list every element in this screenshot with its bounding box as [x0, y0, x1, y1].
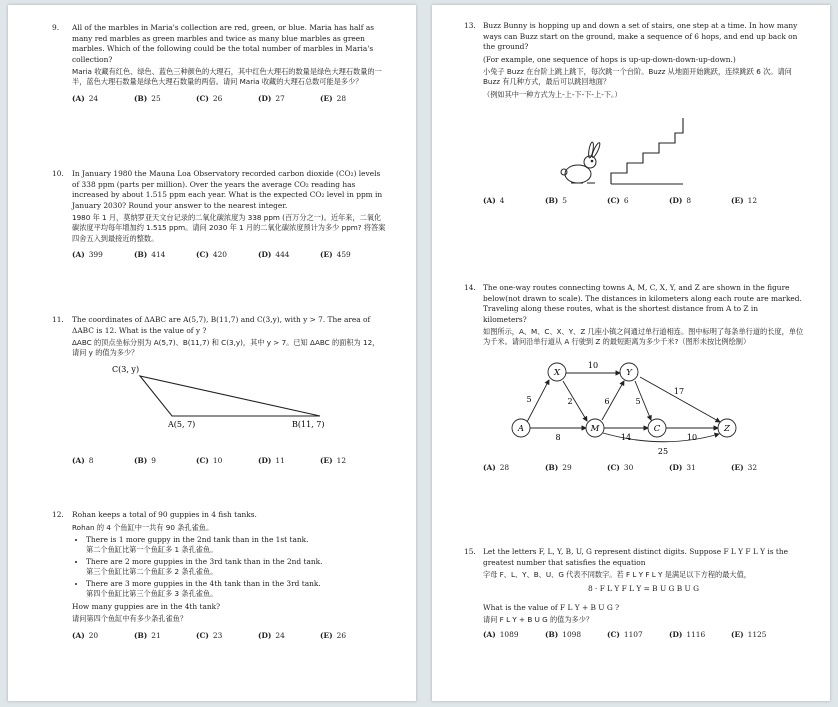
- answer-choices: [72, 250, 386, 261]
- choice-a[interactable]: (A) 20: [72, 630, 99, 640]
- answer-choices: [483, 630, 804, 641]
- choice-b[interactable]: (B) 29: [545, 462, 572, 472]
- choice-b[interactable]: (B) 21: [134, 630, 161, 640]
- choice-b[interactable]: (B) 5: [545, 195, 567, 205]
- question-text-en: All of the marbles in Maria's collection are red, green, or blue. Maria has half as many red marbles as green marbles and twice as many blue marbles as green marbles. Which of the following could be the total number of marbles in Maria's collection?: [72, 23, 375, 64]
- choice-b[interactable]: (B) 414: [134, 249, 166, 259]
- choice-a[interactable]: (A) 24: [72, 93, 99, 103]
- weight-a-m: 8: [555, 432, 561, 442]
- choice-d[interactable]: (D) 444: [258, 249, 290, 259]
- weight-c-z: 10: [686, 432, 698, 442]
- choice-b[interactable]: (B) 1098: [545, 629, 582, 639]
- choice-a[interactable]: (A) 8: [72, 456, 94, 466]
- choice-e[interactable]: (E) 12: [320, 456, 347, 466]
- question-12: [8, 510, 416, 641]
- choice-c[interactable]: (C) 10: [196, 456, 223, 466]
- example-text-zh: （例如其中一种方式为上-上-下-下-上-下。）: [483, 89, 622, 99]
- question-ask-zh: 请问第四个鱼缸中有多少条孔雀鱼？: [72, 614, 188, 624]
- stairs: [611, 118, 683, 184]
- answer-choices: [72, 94, 386, 105]
- choice-e[interactable]: (E) 26: [320, 630, 347, 640]
- choice-b[interactable]: (B) 25: [134, 93, 161, 103]
- question-text-zh: 小兔子 Buzz 在台阶上跳上跳下，每次跳一个台阶。Buzz 从地面开始跳跃，连续跳跃 6 次。请问 Buzz 有几种方式，最后可以跳回地面？: [483, 67, 792, 87]
- choice-c[interactable]: (C) 420: [196, 249, 227, 259]
- left-page: [8, 5, 416, 701]
- question-10: [8, 169, 416, 260]
- question-text-zh: 字母 F、L、Y、B、U、G 代表不同数字。若 F L Y F L Y 是满足以下方程的最大值，: [483, 570, 751, 580]
- choice-b[interactable]: (B) 9: [134, 456, 156, 466]
- question-text-zh: ΔABC 的顶点坐标分别为 A(5,7)、B(11,7) 和 C(3,y)，其中 y > 7。已知 ΔABC 的面积为 12，请问 y 的值为多少？: [72, 338, 380, 358]
- question-number: 12.: [52, 510, 64, 519]
- choice-a[interactable]: (A) 4: [483, 195, 505, 205]
- triangle-abc: [140, 376, 320, 416]
- answer-choices: [72, 456, 386, 467]
- choice-d[interactable]: (D) 11: [258, 456, 285, 466]
- question-ask-en: What is the value of F L Y + B U G ?: [483, 602, 620, 612]
- choice-d[interactable]: (D) 8: [669, 195, 692, 205]
- question-text-en: Let the letters F, L, Y, B, U, G represent distinct digits. Suppose F L Y F L Y is the greatest number that satisfies the equation: [483, 547, 788, 567]
- question-number: 9.: [52, 23, 60, 32]
- edge-y-z: [640, 377, 720, 422]
- choice-e[interactable]: (E) 12: [731, 195, 758, 205]
- question-13: [432, 21, 830, 206]
- choice-c[interactable]: (C) 30: [607, 462, 634, 472]
- weight-x-y: 10: [587, 360, 599, 370]
- question-11: [8, 315, 416, 467]
- question-number: 11.: [52, 315, 64, 324]
- choice-c[interactable]: (C) 23: [196, 630, 223, 640]
- choice-d[interactable]: (D) 31: [669, 462, 696, 472]
- choice-d[interactable]: (D) 24: [258, 630, 285, 640]
- svg-text:Y: Y: [626, 367, 632, 378]
- question-text-en: In January 1980 the Mauna Loa Observatory recorded carbon dioxide (CO₂) levels of 338 ppm (parts per million). Over the years the average CO₂ reading has increased by about 1.515 ppm each year. What is the expected CO₂ level in ppm in January 2030? Round your answer to the nearest integer.: [72, 169, 383, 210]
- question-text-en: The one-way routes connecting towns A, M, C, X, Y, and Z are shown in the figure below(not drawn to scale). The distances in kilometers along each route are marked. Traveling along these routes, what is the shortest distance from A to Z in kilometers?: [483, 283, 802, 324]
- triangle-figure: [72, 360, 372, 450]
- weight-y-z: 17: [673, 386, 685, 396]
- weight-x-m: 2: [567, 396, 573, 406]
- svg-text:M: M: [590, 423, 600, 434]
- svg-text:Z: Z: [724, 423, 730, 434]
- choice-e[interactable]: (E) 32: [731, 462, 758, 472]
- answer-choices: [72, 631, 386, 642]
- question-text-en: Buzz Bunny is hopping up and down a set of stairs, one step at a time. In how many ways can Buzz start on the ground, make a sequence of 6 hops, and end up back on the ground?: [483, 21, 798, 52]
- svg-text:X: X: [553, 367, 561, 378]
- rabbit-icon: [561, 141, 601, 182]
- weight-y-c: 5: [635, 396, 641, 406]
- question-text-en: Rohan keeps a total of 90 guppies in 4 fish tanks.: [72, 510, 257, 519]
- stairs-figure: [483, 110, 803, 192]
- question-14: [432, 283, 830, 473]
- question-9: [8, 23, 416, 104]
- weight-m-y: 6: [604, 396, 610, 406]
- choice-e[interactable]: (E) 1125: [731, 629, 767, 639]
- svg-text:C: C: [653, 423, 661, 434]
- question-text-zh: Rohan 的 4 个鱼缸中一共有 90 条孔雀鱼。: [72, 522, 214, 532]
- question-text-zh: Maria 收藏有红色、绿色、蓝色三种颜色的大理石，其中红色大理石的数量是绿色大理石数量的一半，蓝色大理石数量是绿色大理石数量的两倍。请问 Maria 收藏的大理石总数可能是多少？: [72, 67, 382, 87]
- label-a: A(5, 7): [168, 420, 196, 430]
- question-15: [432, 547, 830, 640]
- question-number: 10.: [52, 169, 64, 178]
- route-graph: [483, 350, 803, 455]
- weight-m-c: 14: [620, 432, 632, 442]
- answer-choices: [483, 196, 804, 207]
- choice-e[interactable]: (E) 28: [320, 93, 347, 103]
- choice-a[interactable]: (A) 1089: [483, 629, 519, 639]
- label-c: C(3, y): [112, 365, 140, 375]
- choice-c[interactable]: (C) 26: [196, 93, 223, 103]
- question-text-en: The coordinates of ΔABC are A(5,7), B(11,7) and C(3,y), with y > 7. The area of ΔABC is 12. What is the value of y ?: [72, 315, 371, 335]
- answer-choices: [483, 463, 804, 474]
- weight-m-z: 25: [657, 446, 669, 455]
- question-number: 14.: [464, 283, 476, 292]
- weight-a-x: 5: [526, 394, 532, 404]
- list-item: • There is 1 more guppy in the 2nd tank than in the 1st tank. 第二个鱼缸比第一个鱼缸多 1 条孔雀鱼。: [86, 535, 386, 556]
- choice-e[interactable]: (E) 459: [320, 249, 351, 259]
- choice-a[interactable]: (A) 28: [483, 462, 510, 472]
- choice-a[interactable]: (A) 399: [72, 249, 103, 259]
- label-b: B(11, 7): [292, 420, 325, 430]
- question-number: 13.: [464, 21, 476, 30]
- question-ask-zh: 请问 F L Y + B U G 的值为多少？: [483, 615, 594, 625]
- list-item: • There are 2 more guppies in the 3rd tank than in the 2nd tank. 第三个鱼缸比第二个鱼缸多 2 条孔雀鱼。: [86, 557, 386, 578]
- list-item: • There are 3 more guppies in the 4th tank than in the 3rd tank. 第四个鱼缸比第三个鱼缸多 3 条孔雀鱼。: [86, 579, 386, 600]
- condition-list: [72, 535, 386, 600]
- right-page: [432, 5, 830, 701]
- choice-c[interactable]: (C) 6: [607, 195, 629, 205]
- choice-d[interactable]: (D) 1116: [669, 629, 706, 639]
- example-text-en: (For example, one sequence of hops is up-up-down-down-up-down.): [483, 54, 736, 64]
- question-text-zh: 如图所示，A、M、C、X、Y、Z 几座小镇之间通过单行道相连。图中标明了每条单行道的长度，单位为千米。请问沿单行道从 A 行驶到 Z 的最短距离为多少千米?（图形未按比例绘制）: [483, 327, 804, 347]
- choice-c[interactable]: (C) 1107: [607, 629, 643, 639]
- question-ask-en: How many guppies are in the 4th tank?: [72, 601, 221, 611]
- equation: 8 · F L Y F L Y = B U G B U G: [587, 584, 700, 594]
- choice-d[interactable]: (D) 27: [258, 93, 285, 103]
- question-number: 15.: [464, 547, 476, 556]
- question-text-zh: 1980 年 1 月，莫纳罗亚天文台记录的二氧化碳浓度为 338 ppm (百万分之一)。近年来，二氧化碳浓度平均每年增加约 1.515 ppm。请问 2030 年 1 月的二氧化碳浓度预计为多少 ppm? 将答案四舍五入到最接近的整数。: [72, 213, 386, 243]
- svg-text:A: A: [517, 423, 525, 434]
